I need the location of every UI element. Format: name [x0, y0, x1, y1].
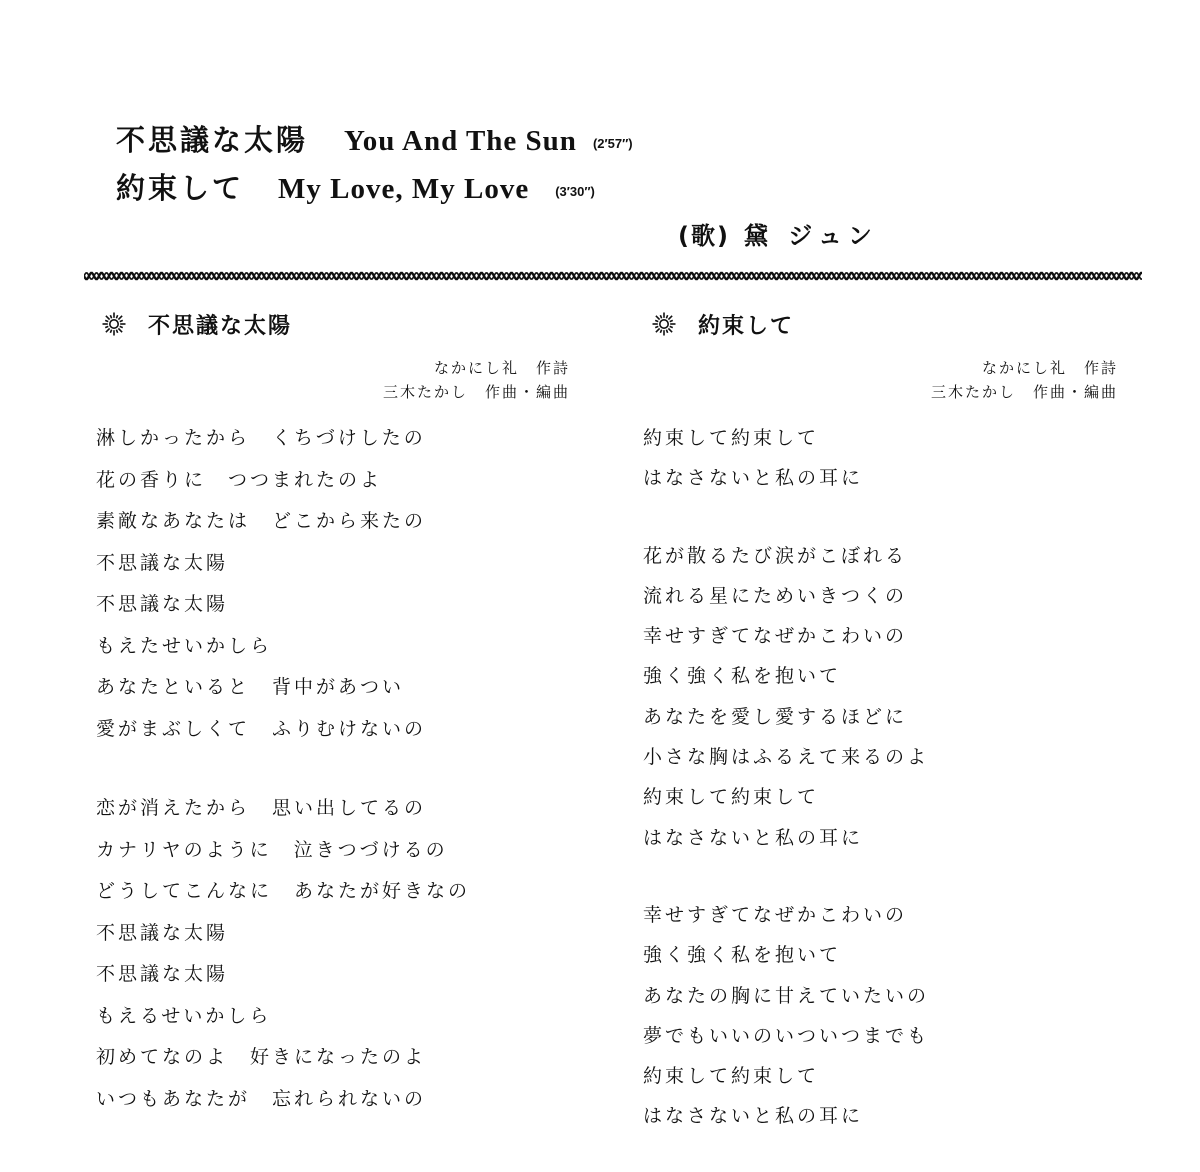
lyric-line: 幸せすぎてなぜかこわいの: [643, 903, 908, 926]
lyric-line: 約束して約束して: [643, 786, 820, 809]
singer-label: (歌): [678, 222, 730, 250]
lyric-line: 花の香りに つつまれたのよ: [96, 468, 383, 491]
lyrics-block: [640, 418, 1130, 1137]
lyric-line: はなさないと私の耳に: [643, 467, 864, 490]
title-line-2: [116, 166, 595, 207]
lyric-line: 約束して約束して: [643, 1065, 820, 1088]
song-credits: [90, 356, 590, 404]
title1-japanese: 不思議な太陽: [116, 123, 309, 157]
composer-credit: 三木たかし 作曲・編曲: [930, 383, 1118, 401]
song-heading: [90, 306, 590, 342]
song-column-right: [640, 306, 1130, 1137]
wavy-divider: [84, 266, 1142, 286]
composer-credit: 三木たかし 作曲・編曲: [382, 383, 570, 401]
song-title: 約束して: [698, 313, 795, 339]
lyric-line: はなさないと私の耳に: [643, 826, 864, 849]
singer-name: 黛 ジュン: [743, 222, 878, 250]
lyrics-block: [90, 418, 590, 1120]
title2-english: My Love, My Love: [278, 173, 530, 205]
lyric-line: 流れる星にためいきつくの: [643, 584, 908, 607]
song-heading: [640, 306, 1130, 342]
verse-gap: [640, 499, 1130, 536]
lyric-line: 幸せすぎてなぜかこわいの: [643, 625, 908, 648]
title2-duration: (3′30″): [555, 184, 595, 199]
sun-burst-icon: [652, 312, 676, 336]
lyric-line: あなたといると 背中があつい: [96, 676, 405, 698]
lyric-line: 不思議な太陽: [96, 551, 229, 574]
singer-credit: [678, 216, 878, 251]
title1-english: You And The Sun: [344, 125, 577, 157]
lyric-line: もえるせいかしら: [96, 1004, 272, 1027]
lyric-line: 夢でもいいのいついつまでも: [643, 1024, 930, 1047]
song-column-left: [90, 306, 590, 1120]
song-credits: [640, 356, 1130, 404]
lyric-line: 不思議な太陽: [96, 963, 229, 985]
lyric-line: 素敵なあなたは どこから来たの: [96, 510, 427, 532]
song-title: 不思議な太陽: [148, 313, 293, 339]
lyric-line: カナリヤのように 泣きつづけるの: [96, 838, 448, 861]
lyric-line: 強く強く私を抱いて: [643, 944, 842, 967]
lyric-line: どうしてこんなに あなたが好きなの: [96, 880, 471, 902]
title2-japanese: 約束して: [116, 171, 245, 205]
lyric-line: あなたを愛し愛するほどに: [643, 705, 908, 728]
lyric-line: 淋しかったから くちづけしたの: [96, 427, 426, 449]
lyric-line: いつもあなたが 忘れられないの: [96, 1087, 427, 1110]
lyric-line: 花が散るたび涙がこぼれる: [643, 544, 908, 567]
lyric-line: 愛がまぶしくて ふりむけないの: [96, 717, 427, 740]
lyric-line: 不思議な太陽: [96, 921, 229, 944]
lyric-line: もえたせいかしら: [96, 634, 273, 657]
title-line-1: [116, 118, 633, 159]
lyric-line: 初めてなのよ 好きになったのよ: [96, 1046, 427, 1068]
lyric-line: 不思議な太陽: [96, 593, 229, 615]
lyric-line: 恋が消えたから 思い出してるの: [96, 797, 427, 819]
lyric-line: 約束して約束して: [643, 427, 820, 449]
verse-gap: [640, 858, 1130, 895]
lyric-line: はなさないと私の耳に: [643, 1105, 864, 1128]
lyricist-credit: なかにし礼 作詩: [433, 359, 570, 377]
lyric-line: 強く強く私を抱いて: [643, 665, 842, 688]
verse-gap: [90, 750, 590, 788]
lyric-line: あなたの胸に甘えていたいの: [643, 984, 930, 1007]
lyric-line: 小さな胸はふるえて来るのよ: [643, 746, 930, 769]
title1-duration: (2′57″): [592, 136, 633, 151]
lyricist-credit: なかにし礼 作詩: [981, 359, 1118, 377]
sun-burst-icon: [102, 312, 126, 336]
